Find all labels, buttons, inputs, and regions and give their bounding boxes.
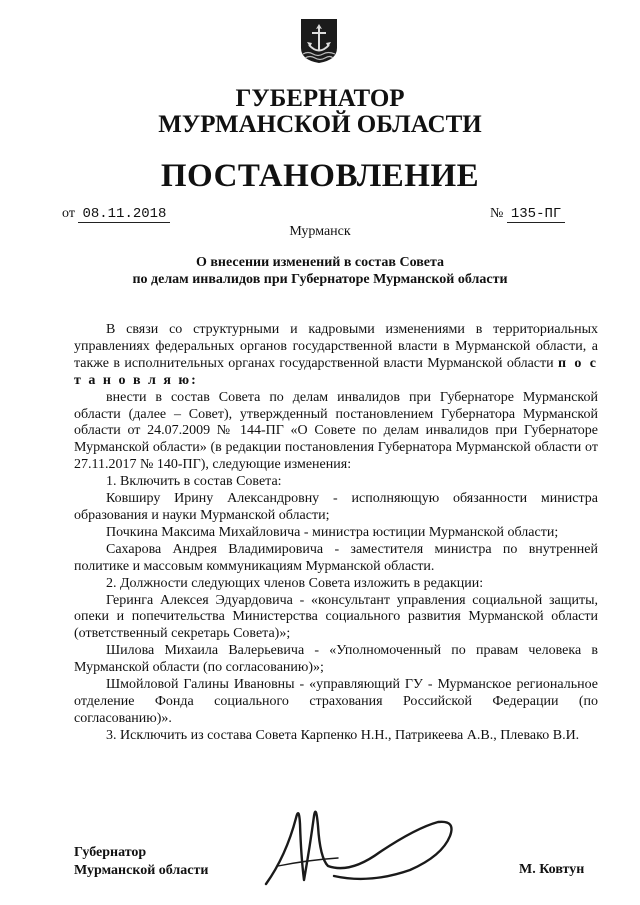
date-value: 08.11.2018 [78, 206, 170, 223]
member-paragraph: Сахарова Андрея Владимировича - заместителя министра по внутренней политике и массовым коммуникациям Мурманской области. [74, 541, 598, 574]
document-type-title: ПОСТАНОВЛЕНИЕ [160, 158, 480, 194]
item-3: 3. Исключить из состава Совета Карпенко Н.Н., Патрикеева А.В., Плевако В.И. [106, 727, 580, 743]
signatory-name: М. Ковтун [519, 862, 585, 877]
member-paragraph: Ковширу Ирину Александровну - исполняющую обязанности министра образования и науки Мурманской области; [74, 491, 598, 523]
region-title: МУРМАНСКОЙ ОБЛАСТИ [158, 111, 482, 138]
document-body [74, 322, 598, 745]
handwritten-signature [238, 796, 478, 896]
main-paragraph: внести в состав Совета по делам инвалидов при Губернаторе Мурманской области (далее – Совет), утвержденный постановлением Губернатора Мурманской области от 24.07.2009 № 144-ПГ «О Совете по делам инвалидов при Губернаторе Мурманской области» (в редакции постановления Губернатора Мурманской области от 27.11.2017 № 140-ПГ), следующие изменения: [74, 389, 598, 473]
decree-word: п о с т а н о в л я ю: [74, 355, 599, 388]
item-2: 2. Должности следующих членов Совета изложить в редакции: [106, 575, 484, 591]
coat-of-arms-icon [300, 18, 338, 64]
member-paragraph: Шилова Михаила Валерьевича - «Уполномоченный по правам человека в Мурманской области (по согласованию)»; [74, 643, 598, 676]
intro-paragraph: В связи со структурными и кадровыми изменениями в территориальных управлениях федеральных органов государственной власти в Мурманской области, а также в исполнительных органах государственной власти Мурманской области п о с т а н о в л я ю: [74, 322, 599, 388]
document-number: № 135-ПГ [490, 206, 565, 223]
member-paragraph: Шмойловой Галины Ивановны - «управляющий ГУ - Мурманское региональное отделение Фонда социального страхования Российской Федерации (по согласованию)». [74, 677, 598, 726]
signatory-position: Губернатор Мурманской области [74, 845, 209, 878]
document-date: от 08.11.2018 [62, 206, 170, 223]
number-value: 135-ПГ [507, 206, 565, 223]
governor-title: ГУБЕРНАТОР [235, 85, 405, 112]
member-paragraph: Почкина Максима Михайловича - министра юстиции Мурманской области; [106, 524, 559, 540]
document-subject: О внесении изменений в состав Совета по делам инвалидов при Губернаторе Мурманской области [132, 255, 508, 287]
city: Мурманск [289, 224, 351, 239]
member-paragraph: Геринга Алексея Эдуардовича - «консультант управления социальной защиты, опеки и попечительства Министерства социального развития Мурманской области (ответственный секретарь Совета)»; [74, 592, 598, 642]
item-1: 1. Включить в состав Совета: [106, 474, 282, 490]
